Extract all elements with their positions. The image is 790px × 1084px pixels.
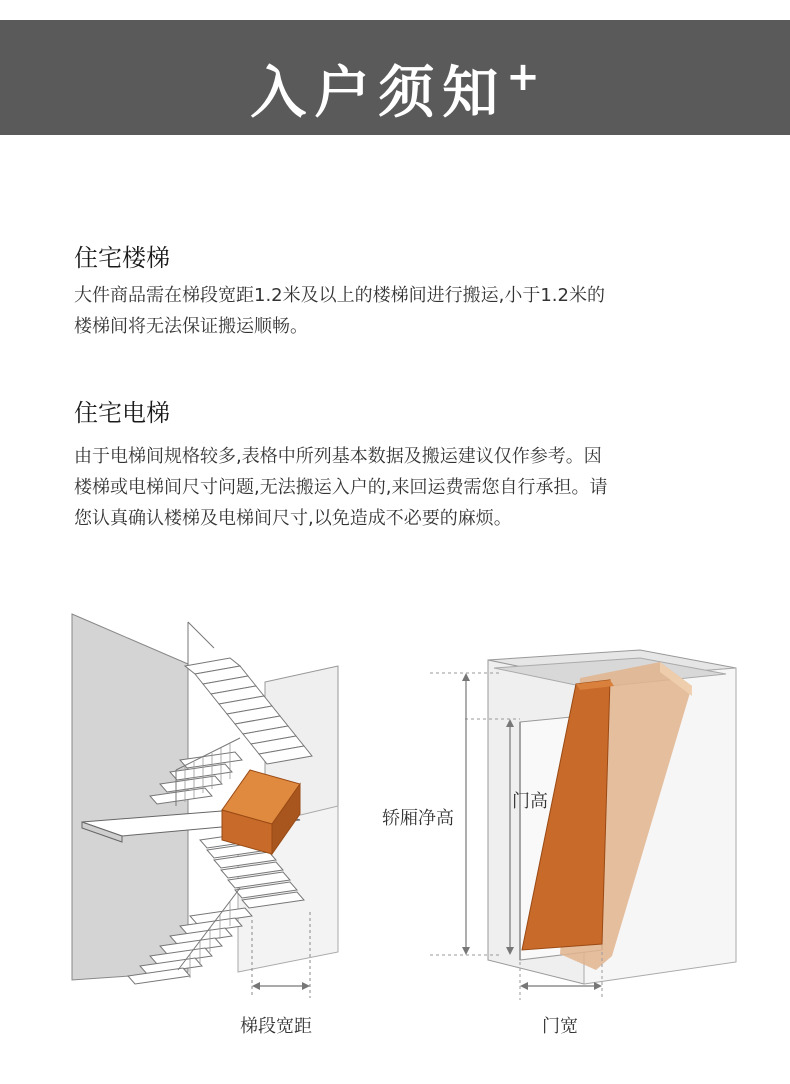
door-width-label: 门宽 (542, 1016, 578, 1037)
section-heading-elevator: 住宅电梯 (74, 399, 170, 427)
body-line: 由于电梯间规格较多,表格中所列基本数据及搬运建议仅作参考。因 (74, 446, 602, 467)
body-line: 大件商品需在梯段宽距1.2米及以上的楼梯间进行搬运,小于1.2米的 (74, 285, 605, 306)
section-body-stairs (74, 280, 724, 342)
door-height-label: 门高 (512, 791, 548, 812)
body-line: 您认真确认楼梯及电梯间尺寸,以免造成不必要的麻烦。 (74, 508, 512, 529)
car-height-label: 轿厢净高 (382, 808, 454, 829)
page-title: 入户须知+ (250, 54, 540, 126)
header-banner (0, 20, 790, 135)
section-body-elevator (74, 441, 724, 534)
dimension-diagram (0, 600, 790, 1070)
elevator-illustration (430, 650, 736, 1000)
section-heading-stairs: 住宅楼梯 (74, 244, 170, 272)
body-line: 楼梯间将无法保证搬运顺畅。 (74, 316, 308, 337)
staircase-illustration (72, 614, 338, 998)
body-line: 楼梯或电梯间尺寸问题,无法搬运入户的,来回运费需您自行承担。请 (74, 477, 608, 498)
stair-width-label: 梯段宽距 (240, 1016, 312, 1037)
plus-icon: + (506, 54, 540, 100)
